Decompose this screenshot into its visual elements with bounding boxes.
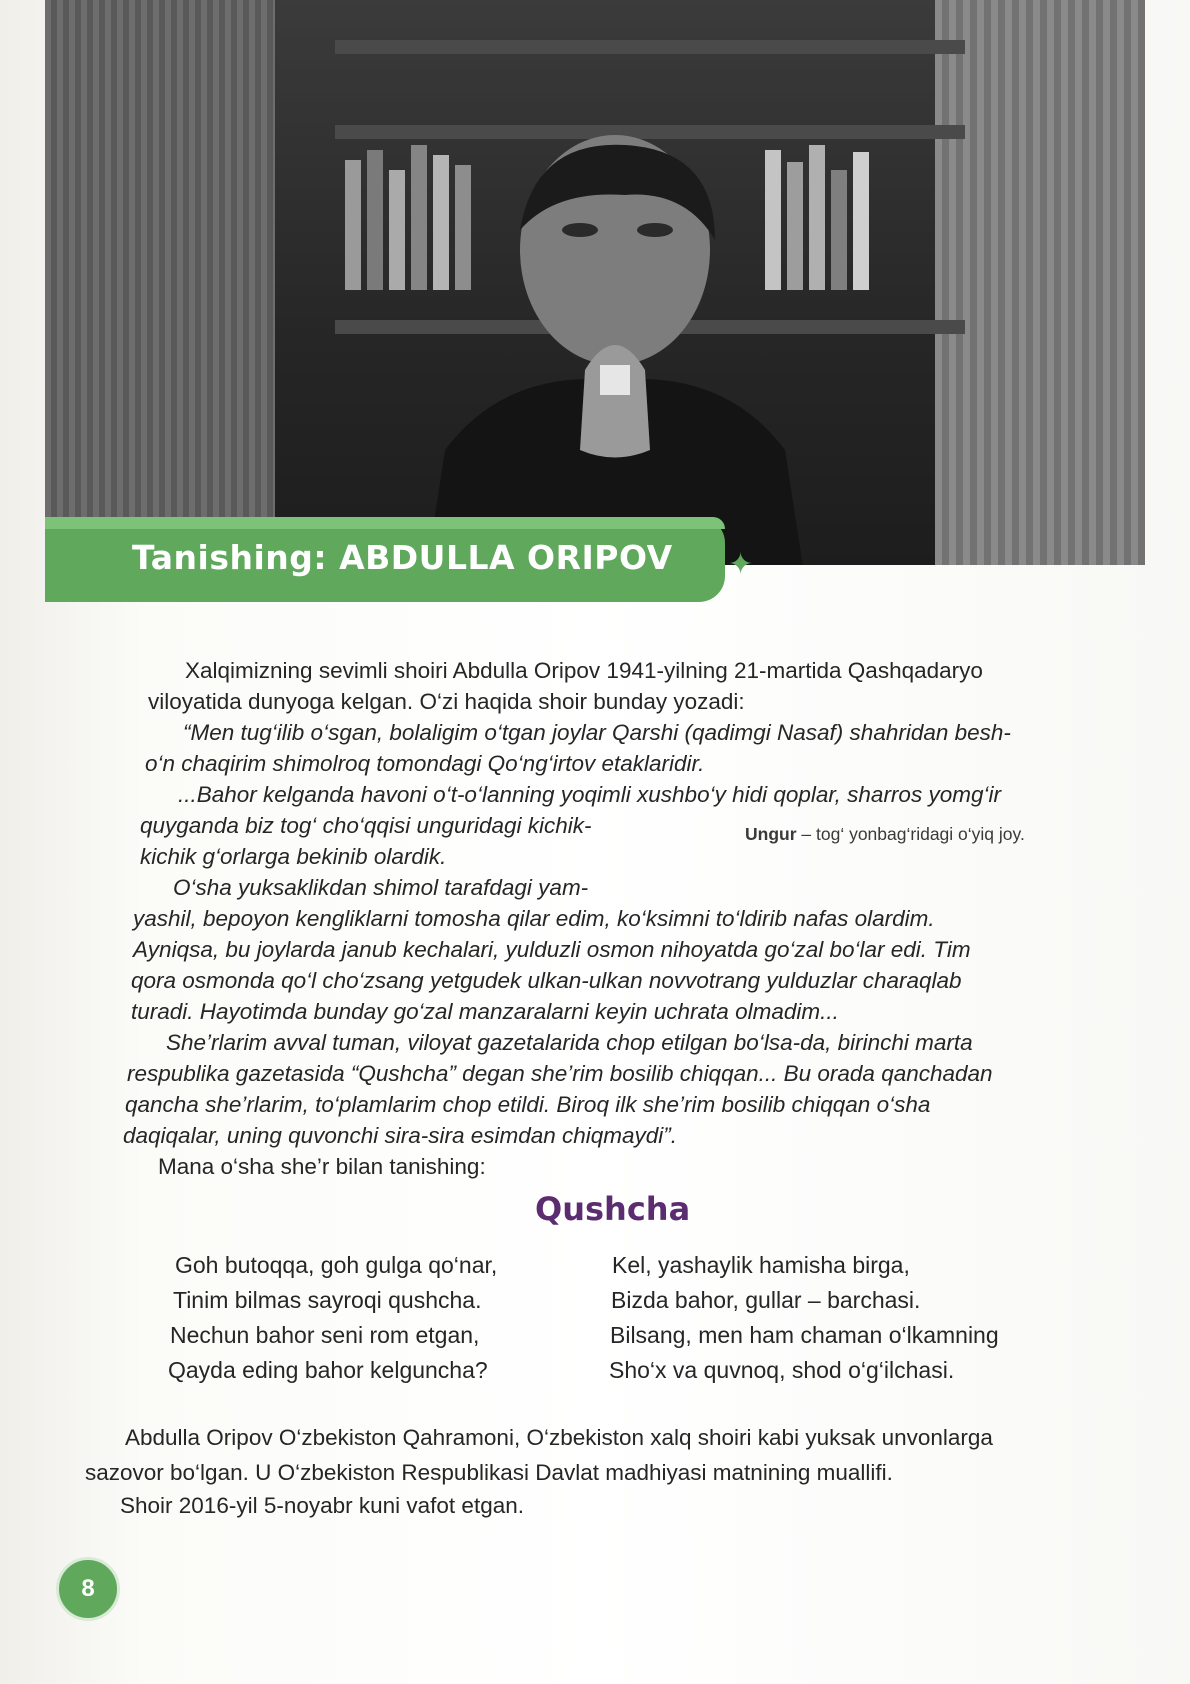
- quote-line: qancha she’rlarim, to‘plamlarim chop etildi. Biroq ilk she’rim bosilib chiqqan o‘sha: [125, 1092, 931, 1117]
- poem-line-right: Sho‘x va quvnoq, shod o‘g‘ilchasi.: [609, 1357, 955, 1383]
- intro-line: Xalqimizning sevimli shoiri Abdulla Oripov 1941-yilning 21-martida Qashqadaryo: [185, 658, 983, 683]
- quote-line: Ayniqsa, bu joylarda janub kechalari, yulduzli osmon nihoyatda go‘zal bo‘lar edi. Tim: [133, 937, 971, 962]
- page-number: 8: [56, 1557, 120, 1621]
- poem-title: Qushcha: [535, 1190, 691, 1228]
- bookshelf-board: [335, 40, 965, 54]
- curtain-right: [935, 0, 1145, 565]
- poem-line-left: Nechun bahor seni rom etgan,: [170, 1322, 480, 1348]
- outro-line: Abdulla Oripov O‘zbekiston Qahramoni, O‘zbekiston xalq shoiri kabi yuksak unvonlarga: [125, 1425, 993, 1450]
- quote-line: quyganda biz tog‘ cho‘qqisi unguridagi kichik-: [140, 813, 592, 838]
- poem-line-left: Goh butoqqa, goh gulga qo‘nar,: [175, 1252, 498, 1278]
- quote-line: respublika gazetasida “Qushcha” degan she’rim bosilib chiqqan... Bu orada qanchadan: [127, 1061, 993, 1086]
- quote-line: “Men tug‘ilib o‘sgan, bolaligim o‘tgan joylar Qarshi (qadimgi Nasaf) shahridan besh-: [183, 720, 1011, 745]
- poem-line-left: Tinim bilmas sayroqi qushcha.: [173, 1287, 482, 1313]
- outro-line: Shoir 2016-yil 5-noyabr kuni vafot etgan.: [120, 1493, 524, 1518]
- glossary-term: Ungur: [745, 824, 797, 844]
- quote-line: qora osmonda qo‘l cho‘zsang yetgudek ulkan-ulkan novvotrang yulduzlar charaqlab: [131, 968, 962, 993]
- intro-line: viloyatida dunyoga kelgan. O‘zi haqida shoir bunday yozadi:: [148, 689, 745, 714]
- portrait-figure: [385, 120, 845, 565]
- glossary-note: [745, 824, 1025, 845]
- poem-line-right: Bilsang, men ham chaman o‘lkamning: [610, 1322, 999, 1348]
- leaf-ornament-icon: ✦: [728, 548, 754, 581]
- quote-line: kichik g‘orlarga bekinib olardik.: [140, 844, 447, 869]
- glossary-definition: – tog‘ yonbag‘ridagi o‘yiq joy.: [796, 824, 1025, 844]
- author-photo: [45, 0, 1145, 565]
- poem-line-right: Bizda bahor, gullar – barchasi.: [611, 1287, 921, 1313]
- quote-line: yashil, bepoyon kengliklarni tomosha qilar edim, ko‘ksimni to‘ldirib nafas olardim.: [133, 906, 935, 931]
- quote-line: O‘sha yuksaklikdan shimol tarafdagi yam-: [173, 875, 589, 900]
- poem-line-left: Qayda eding bahor kelguncha?: [168, 1357, 488, 1383]
- quote-line: o‘n chaqirim shimolroq tomondagi Qo‘ng‘irtov etaklaridir.: [145, 751, 705, 776]
- quote-line: daqiqalar, uning quvonchi sira-sira esimdan chiqmaydi”.: [123, 1123, 678, 1148]
- quote-line: turadi. Hayotimda bunday go‘zal manzaralarni keyin uchrata olmadim...: [131, 999, 839, 1024]
- curtain-left: [45, 0, 275, 565]
- poem-line-right: Kel, yashaylik hamisha birga,: [612, 1252, 910, 1278]
- section-title: Tanishing: ABDULLA ORIPOV: [132, 538, 673, 577]
- lead-in-text: Mana o‘sha she’r bilan tanishing:: [158, 1154, 486, 1179]
- quote-line: ...Bahor kelganda havoni o‘t-o‘lanning yoqimli xushbo‘y hidi qoplar, sharros yomg‘ir: [178, 782, 1001, 807]
- quote-line: She’rlarim avval tuman, viloyat gazetalarida chop etilgan bo‘lsa-da, birinchi marta: [166, 1030, 973, 1055]
- outro-line: sazovor bo‘lgan. U O‘zbekiston Respublikasi Davlat madhiyasi matnining muallifi.: [85, 1460, 893, 1485]
